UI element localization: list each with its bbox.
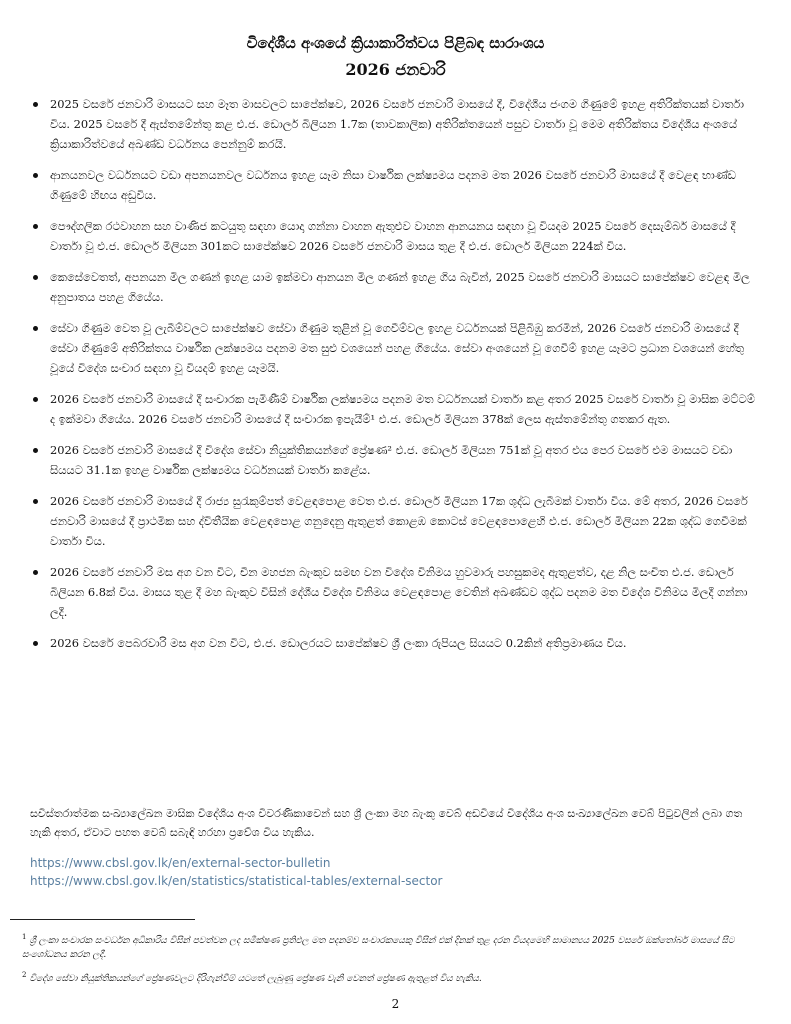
summary-bullet: 2026 වසරේ ජනවාරි මාසයේ දී විදේශ සේවා නියුක්තිකයන්ගේ ප්‍රේෂණ² එ.ජ. ඩොලර් මිලියන 751ක් වූ අතර එය පෙර වසරේ එම මාසයට වඩා සියයට 31.1ක ඉහළ වාර්ෂික ලක්ෂ්‍යමය වර්ධනයක් වාර්තා කළේය.: [30, 440, 760, 480]
reference-links: [30, 854, 442, 890]
summary-bullet: 2026 වසරේ ජනවාරි මස අග වන විට, චීන මහජන බැංකුව සමඟ වන විදේශ විනිමය හුවමාරු පහසුකමද ඇතුළත්ව, දළ නිල සංචිත එ.ජ. ඩොලර් බිලියන 6.8ක් විය. මාසය තුළ දී මහ බැංකුව විසින් දේශීය විදේශ විනිමය වෙළඳපොළ වෙතින් අඛණ්ඩව ශුද්ධ පදනම මත විදේශ විනිමය මිලදී ගන්නා ලදී.: [30, 562, 760, 622]
footnote-mark: 1: [22, 933, 27, 941]
summary-bullet: සේවා ගිණුම වෙත වූ ලැබීම්වලට සාපේක්ෂව සේවා ගිණුම තුළින් වූ ගෙවීම්වල ඉහළ වර්ධනයක් පිළිබිඹු කරමින්, 2026 වසරේ ජනවාරි මාසයේ දී සේවා ගිණුමේ අතිරික්තය වාර්ෂික ලක්ෂ්‍යමය පදනම මත සුළු වශයෙන් පහළ ගියේය. සේවා අංශයෙන් වූ ගෙවීම් ඉහළ යෑමට ප්‍රධාන වශයෙන් හේතු වූයේ විදේශ සංචාර සඳහා වූ වියදම් ඉහළ යෑමයි.: [30, 318, 760, 378]
summary-bullet-list: [30, 94, 760, 664]
document-title: විදේශීය අංශයේ ක්‍රියාකාරිත්වය පිළිබඳ සාරාංශය: [246, 34, 545, 52]
footnote: [22, 968, 762, 986]
summary-bullet: පෞද්ගලික රථවාහන සහ වාණිජ කටයුතු සඳහා යොදා ගන්නා වාහන ඇතුළුව වාහන ආනයනය සඳහා වූ වියදම 2025 වසරේ දෙසැම්බර් මාසයේ දී වාර්තා වූ එ.ජ. ඩොලර් මිලියන 301කට සාපේක්ෂව 2026 වසරේ ජනවාරි මාසය තුළ දී එ.ජ. ඩොලර් මිලියන 224ක් විය.: [30, 216, 760, 256]
footnote-text: විදේශ සේවා නියුක්තිකයන්ගේ ප්‍රේෂණවලට දිරිගැන්වීම් යටතේ ලැබුණු ප්‍රේෂණ වැනි වෙනත් ප්‍රේෂණ ඇතුළත් විය හැකිය.: [29, 974, 482, 984]
footnote: [22, 930, 762, 962]
source-note: සවිස්තරාත්මක සංඛ්‍යාලේඛන මාසික විදේශීය අංශ විවරණිකාවෙන් සහ ශ්‍රී ලංකා මහ බැංකු වෙබ් අඩවියේ විදේශීය අංශ සංඛ්‍යාලේඛන වෙබ් පිටුවලින් ලබා ගත හැකි අතර, ඒවාට පහත වෙබ් සබැඳි හරහා ප්‍රවේශ විය හැකිය.: [30, 807, 743, 839]
footnotes: [22, 930, 762, 992]
footnote-text: ශ්‍රී ලංකා සංචාරක සංවර්ධන අධිකාරිය විසින් පවත්වන ලද සමීක්ෂණ ප්‍රතිඵල මත පදනම්ව සංචාරකයෙකු විසින් එක් දිනක් තුළ දරන වියදමෙහි සාමාන්‍යය 2025 වසරේ ඔක්තෝබර් මාසයේ සිට සංශෝධනය කරන ලදී.: [22, 936, 735, 960]
summary-bullet: 2026 වසරේ ජනවාරි මාසයේ දී රාජ්‍ය සුරැකුම්පත් වෙළඳපොළ වෙත එ.ජ. ඩොලර් මිලියන 17ක ශුද්ධ ලැබීමක් වාර්තා විය. මේ අතර, 2026 වසරේ ජනවාරි මාසයේ දී ප්‍රාථමික සහ ද්විතීයික වෙළඳපොළ ගනුදෙනු ඇතුළත් කොළඹ කොටස් වෙළඳපොළෙහි එ.ජ. ඩොලර් මිලියන 22ක ශුද්ධ ගෙවීමක් වාර්තා විය.: [30, 491, 760, 551]
external-sector-tables-link[interactable]: https://www.cbsl.gov.lk/en/statistics/statistical-tables/external-sector: [30, 874, 443, 888]
page-number: 2: [391, 997, 400, 1011]
external-sector-bulletin-link[interactable]: https://www.cbsl.gov.lk/en/external-sector-bulletin: [30, 856, 331, 870]
summary-bullet: 2026 වසරේ ජනවාරි මාසයේ දී සංචාරක පැමිණීම් වාර්ෂික ලක්ෂ්‍යමය පදනම මත වර්ධනයක් වාර්තා කළ අතර 2025 වසරේ වාර්තා වූ මාසික මට්ටම් ද ඉක්මවා ගියේය. 2026 වසරේ ජනවාරි මාසයේ දී සංචාරක ඉපැයීම්¹ එ.ජ. ඩොලර් මිලියන 378ක් ලෙස ඇස්තමේන්තු ගතකර ඇත.: [30, 389, 760, 429]
summary-bullet: 2025 වසරේ ජනවාරි මාසයට සහ මෑත මාසවලට සාපේක්ෂව, 2026 වසරේ ජනවාරි මාසයේ දී, විදේශීය ජංගම ගිණුමේ ඉහළ අතිරික්තයක් වාර්තා විය. 2025 වසරේ දී ඇස්තමේන්තු කළ එ.ජ. ඩොලර් බිලියන 1.7ක (තාවකාලික) අතිරික්තයෙන් පසුව වාර්තා වූ මෙම අතිරික්තය විදේශීය අංශයේ ක්‍රියාකාරිත්වයේ අඛණ්ඩ වර්ධනය පෙන්නුම් කරයි.: [30, 94, 760, 154]
summary-bullet: කෙසේවෙතත්, අපනයන මිල ගණන් ඉහළ යාම ඉක්මවා ආනයන මිල ගණන් ඉහළ ගිය බැවින්, 2025 වසරේ ජනවාරි මාසයට සාපේක්ෂව වෙළඳ මිල අනුපාතය පහළ ගියේය.: [30, 267, 760, 307]
summary-bullet: ආනයනවල වර්ධනයට වඩා අපනයනවල වර්ධනය ඉහළ යෑම නිසා වාර්ෂික ලක්ෂ්‍යමය පදනම මත 2026 වසරේ ජනවාරි මාසයේ දී වෙළඳ භාණ්ඩ ගිණුමේ හිඟය අඩුවිය.: [30, 165, 760, 205]
footnote-divider: [10, 919, 195, 920]
document-period: 2026 ජනවාරි: [345, 60, 446, 79]
footnote-mark: 2: [22, 971, 27, 979]
summary-bullet: 2026 වසරේ පෙබරවාරි මස අග වන විට, එ.ජ. ඩොලරයට සාපේක්ෂව ශ්‍රී ලංකා රුපියල සියයට 0.2කින් අතිප්‍රමාණය විය.: [30, 633, 760, 653]
